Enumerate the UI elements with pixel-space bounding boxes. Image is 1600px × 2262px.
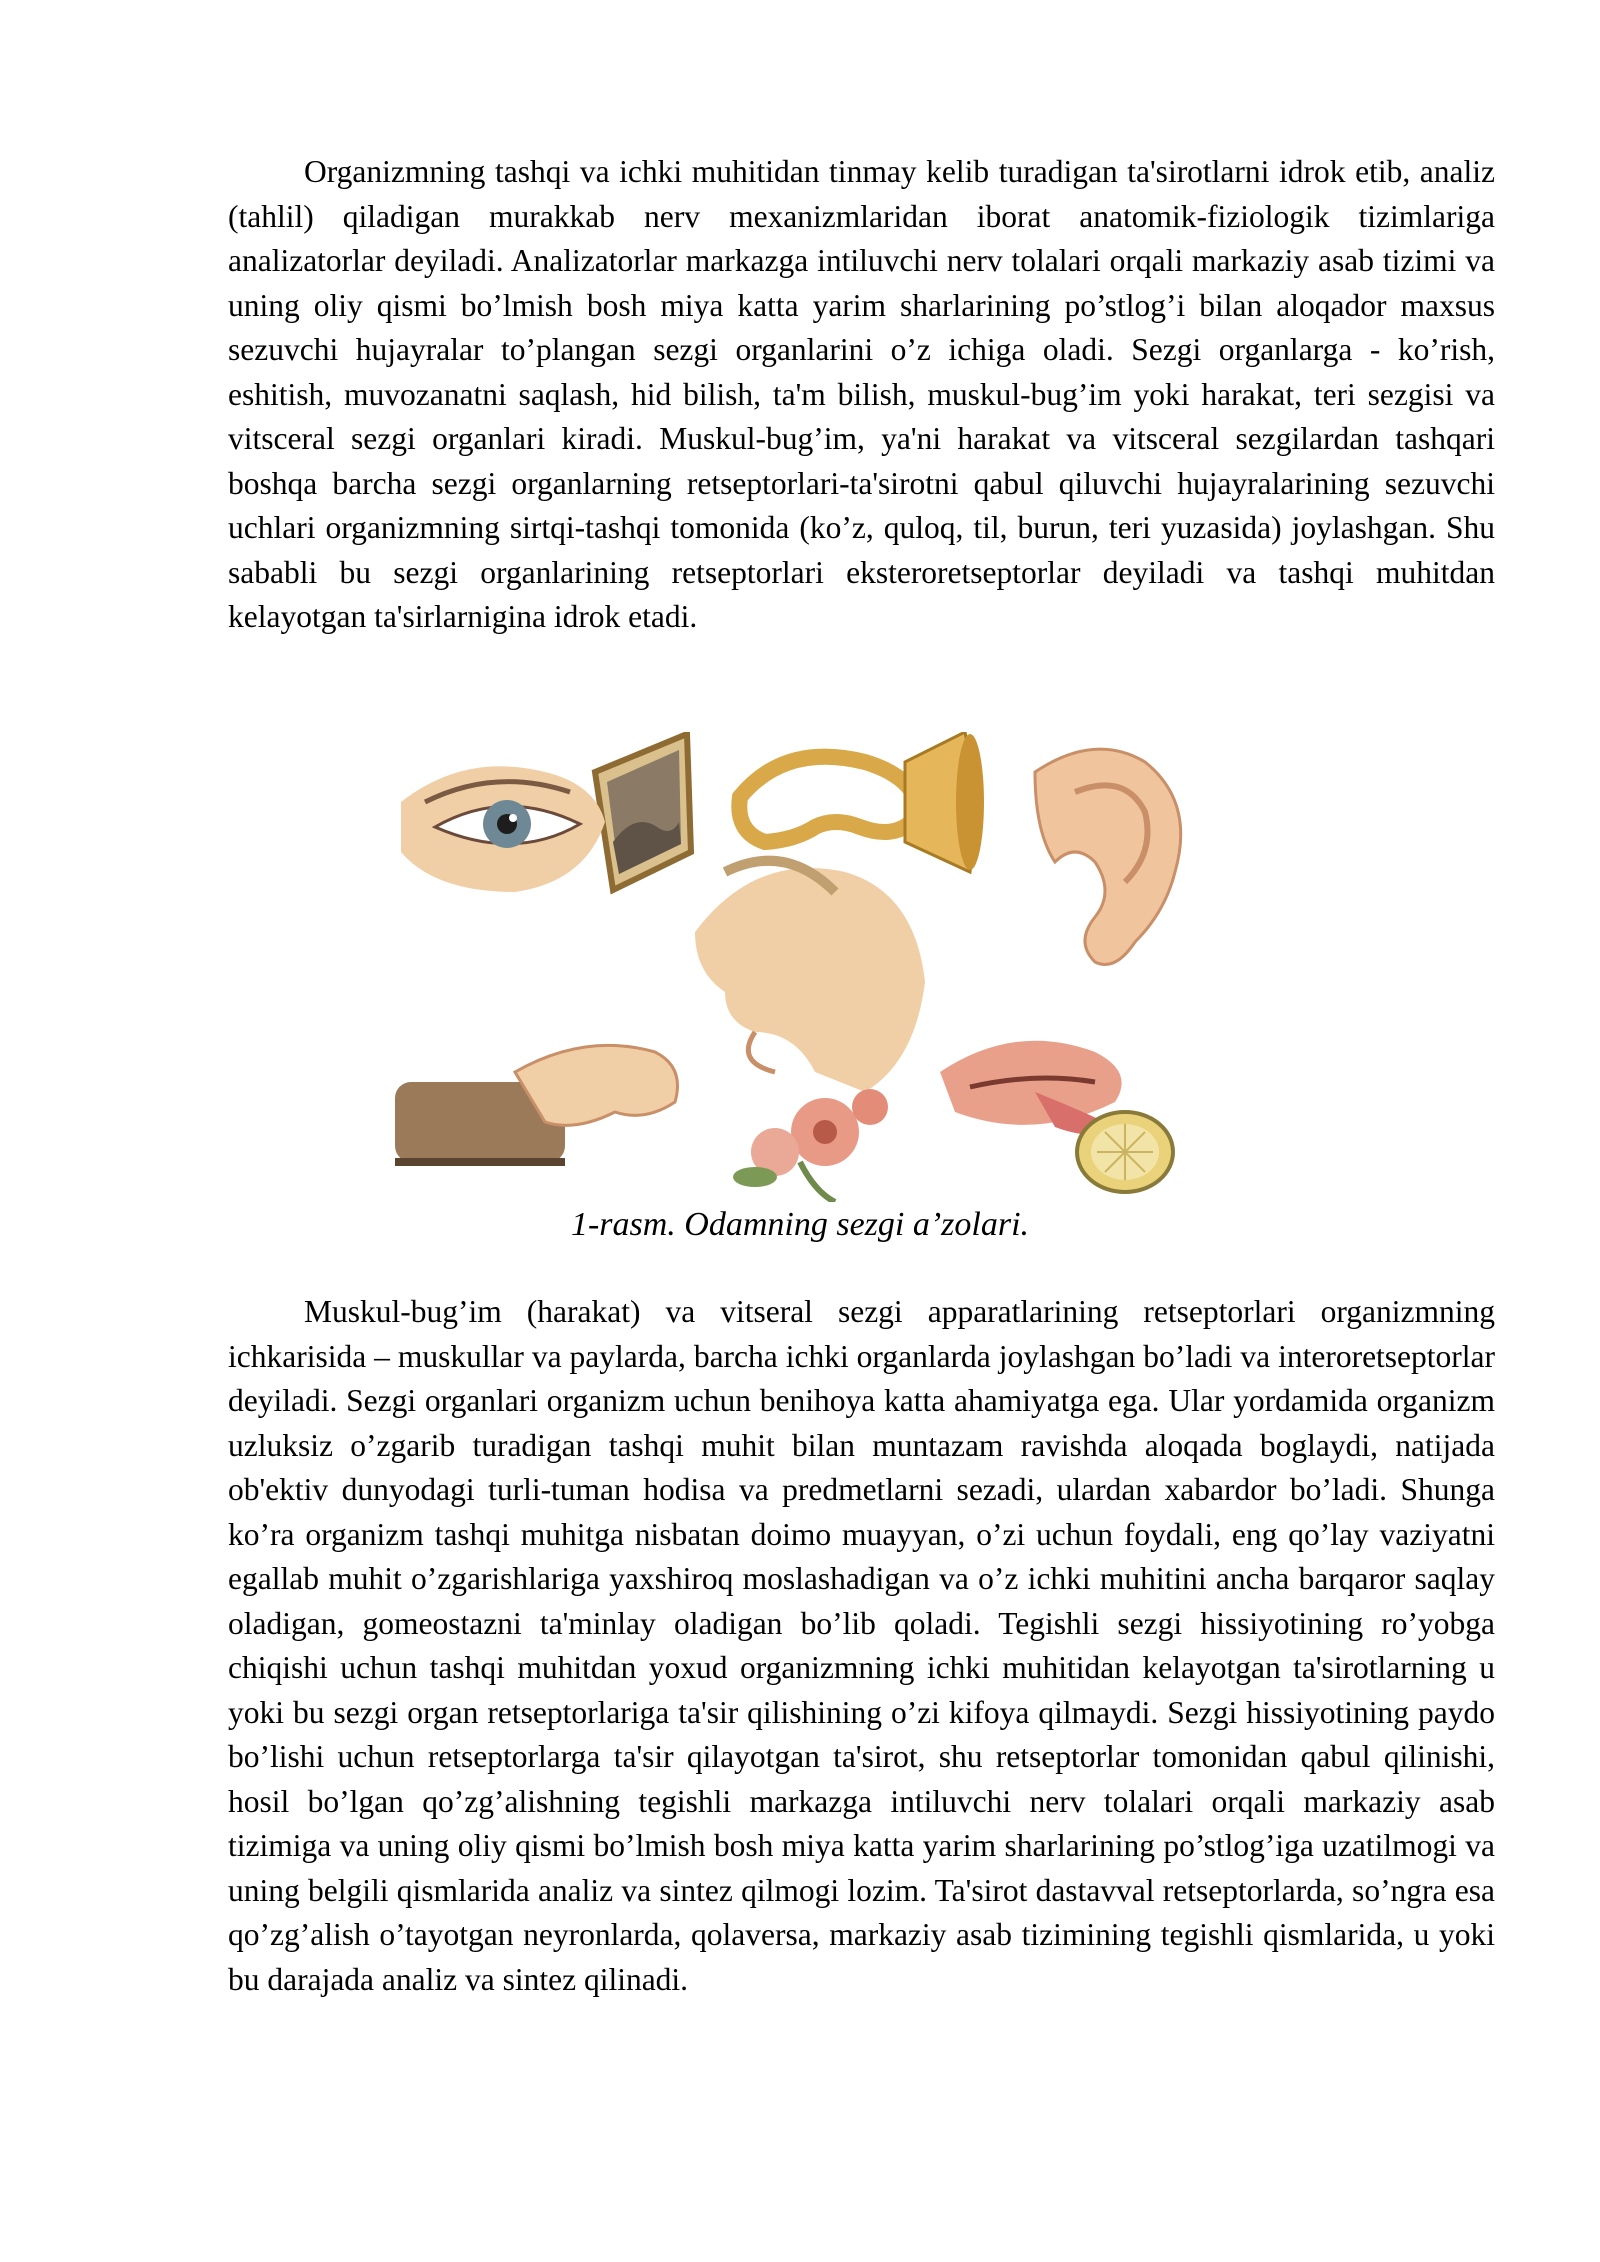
- lemon-slice-icon: [1077, 1112, 1173, 1192]
- figure-illustration: [395, 732, 1215, 1202]
- ear-icon: [1035, 749, 1181, 964]
- figure-caption: 1-rasm. Odamning sezgi a’zolari.: [570, 1206, 1030, 1243]
- nose-face-icon: [695, 861, 925, 1092]
- picture-frame-icon: [595, 734, 691, 890]
- sense-organs-figure: [395, 732, 1215, 1202]
- paragraph-1: Organizmning tashqi va ichki muhitidan tinmay kelib turadigan ta'sirotlarni idrok etib, analiz (tahlil) qiladigan murakkab nerv mexanizmlaridan iborat anatomik-fiziologik tizimlariga analizatorlar deyiladi. Analizatorlar markazga intiluvchi nerv tolalari orqali markaziy asab tizimi va uning oliy qismi bo’lmish bosh miya katta yarim sharlarining po’stlog’i bilan aloqador maxsus sezuvchi hujayralar to’plangan sezgi organlarini o’z ichiga oladi. Sezgi organlarga - ko’rish, eshitish, muvozanatni saqlash, hid bilish, ta'm bilish, muskul-bug’im yoki harakat, teri sezgisi va vitsceral sezgi organlari kiradi. Muskul-bug’im, ya'ni harakat va vitsceral sezgilardan tashqari boshqa barcha sezgi organlarning retseptorlari-ta'sirotni qabul qiluvchi hujayralarining sezuvchi uchlari organizmning sirtqi-tashqi tomonida (ko’z, quloq, til, burun, teri yuzasida) joylashgan. Shu sababli bu sezgi organlarining retseptorlari eksteroretseptorlar deyiladi va tashqi muhitdan kelayotgan ta'sirlarnigina idrok etadi.: [228, 154, 1495, 634]
- text-block-top: [228, 150, 1495, 640]
- hand-brush-icon: [395, 1045, 678, 1162]
- horn-icon: [739, 732, 984, 872]
- paragraph-2: Muskul-bug’im (harakat) va vitseral sezgi apparatlarining retseptorlari organizmning ichkarisida – muskullar va paylarda, barcha ichki organlarda joylashgan bo’ladi va interoretseptorlar deyiladi. Sezgi organlari organizm uchun benihoya katta ahamiyatga ega. Ular yordamida organizm uzluksiz o’zgarib turadigan tashqi muhit bilan muntazam ravishda aloqada boglaydi, natijada ob'ektiv dunyodagi turli-tuman hodisa va predmetlarni sezadi, ulardan xabardor bo’ladi. Shunga ko’ra organizm tashqi muhitga nisbatan doimo muayyan, o’zi uchun foydali, eng qo’lay vaziyatni egallab muhit o’zgarishlariga yaxshiroq moslashadigan va o’z ichki muhitini ancha barqaror saqlay oladigan, gomeostazni ta'minlay oladigan bo’lib qoladi. Tegishli sezgi hissiyotining ro’yobga chiqishi uchun tashqi muhitdan yoxud organizmning ichki muhitidan kelayotgan ta'sirotlarning u yoki bu sezgi organ retseptorlariga ta'sir qilishining o’zi kifoya qilmaydi. Sezgi hissiyotining paydo bo’lishi uchun retseptorlarga ta'sir qilayotgan ta'sirot, shu retseptorlar tomonidan qabul qilinishi, hosil bo’lgan qo’zg’alishning tegishli markazga intiluvchi nerv tolalari orqali markaziy asab tizimiga va uning oliy qismi bo’lmish bosh miya katta yarim sharlarining po’stlog’iga uzatilmogi va uning belgili qismlarida analiz va sintez qilmogi lozim. Ta'sirot dastavval retseptorlarda, so’ngra esa qo’zg’alish o’tayotgan neyronlarda, qolaversa, markaziy asab tizimining tegishli qismlarida, u yoki bu darajada analiz va sintez qilinadi.: [228, 1294, 1495, 1997]
- eye-icon: [401, 766, 605, 892]
- text-block-bottom: [228, 1290, 1495, 2002]
- flower-icon: [733, 1089, 888, 1202]
